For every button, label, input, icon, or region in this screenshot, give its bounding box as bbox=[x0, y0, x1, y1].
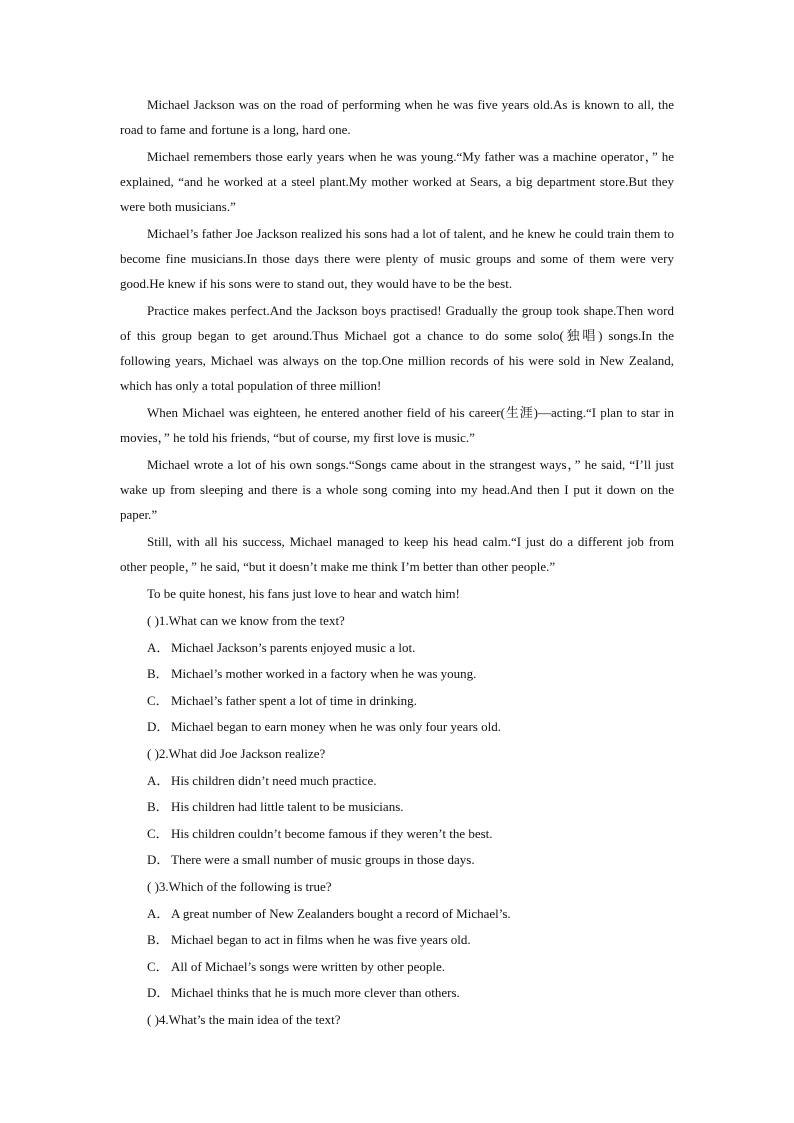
option-letter: A． bbox=[147, 639, 170, 655]
option-text: Michael Jackson’s parents enjoyed music a lot. bbox=[171, 639, 416, 655]
passage-paragraph-7: Still, with all his success, Michael managed to keep his head calm.“I just do a different job from other people，” he said, “but it doesn’t make me think I’m better than other people.” bbox=[120, 534, 674, 574]
question-text: 1.What can we know from the text? bbox=[158, 613, 345, 628]
question-list bbox=[120, 608, 674, 1034]
passage-paragraph-2: Michael remembers those early years when he was young.“My father was a machine operator，” he explained, “and he worked at a steel plant.My mother worked at Sears, a big department store.But they were both musicians.” bbox=[120, 149, 674, 214]
document-page bbox=[120, 92, 674, 1034]
question-1 bbox=[120, 608, 674, 741]
option-c[interactable] bbox=[120, 688, 674, 715]
option-letter: D． bbox=[147, 985, 170, 1001]
option-text: His children had little talent to be musicians. bbox=[171, 799, 404, 815]
option-letter: B． bbox=[147, 799, 169, 815]
option-d[interactable] bbox=[120, 847, 674, 874]
option-a[interactable] bbox=[120, 768, 674, 795]
option-letter: A． bbox=[147, 772, 170, 788]
option-text: There were a small number of music groups in those days. bbox=[171, 852, 475, 868]
answer-blank[interactable]: ( ) bbox=[147, 613, 159, 628]
passage-paragraph-3: Michael’s father Joe Jackson realized his sons had a lot of talent, and he knew he could train them to become fine musicians.In those days there were plenty of music groups and some of them were very good.He knew if his sons were to stand out, they would have to be the best. bbox=[120, 226, 674, 291]
option-letter: D． bbox=[147, 719, 170, 735]
option-letter: B． bbox=[147, 932, 169, 948]
option-letter: C． bbox=[147, 958, 169, 974]
option-d[interactable] bbox=[120, 980, 674, 1007]
question-stem bbox=[120, 741, 674, 768]
answer-blank[interactable]: ( ) bbox=[147, 1011, 159, 1027]
option-letter: C． bbox=[147, 825, 169, 841]
option-c[interactable] bbox=[120, 821, 674, 848]
option-letter: C． bbox=[147, 692, 169, 708]
option-a[interactable] bbox=[120, 901, 674, 928]
option-text: Michael began to act in films when he was five years old. bbox=[171, 932, 471, 948]
option-c[interactable] bbox=[120, 954, 674, 981]
question-text: 2.What did Joe Jackson realize? bbox=[158, 745, 326, 761]
question-text: 4.What’s the main idea of the text? bbox=[158, 1011, 341, 1027]
passage-paragraph-8: To be quite honest, his fans just love to hear and watch him! bbox=[147, 586, 460, 601]
option-letter: B． bbox=[147, 666, 169, 682]
reading-passage bbox=[120, 92, 674, 606]
option-letter: D． bbox=[147, 852, 170, 868]
question-stem bbox=[120, 1007, 674, 1034]
option-b[interactable] bbox=[120, 794, 674, 821]
question-2 bbox=[120, 741, 674, 874]
passage-paragraph-4: Practice makes perfect.And the Jackson boys practised! Gradually the group took shape.Then word of this group began to get around.Thus Michael got a chance to do some solo(独唱) songs.In the following years, Michael was always on the top.One million records of his were sold in New Zealand, which has only a total population of three million! bbox=[120, 303, 674, 393]
option-text: His children didn’t need much practice. bbox=[171, 772, 377, 788]
question-stem bbox=[120, 874, 674, 901]
passage-paragraph-6: Michael wrote a lot of his own songs.“Songs came about in the strangest ways，” he said, “I’ll just wake up from sleeping and there is a whole song coming into my head.And then I put it down on the paper.” bbox=[120, 457, 674, 522]
option-text: A great number of New Zealanders bought a record of Michael’s. bbox=[171, 905, 511, 921]
option-d[interactable] bbox=[120, 714, 674, 741]
passage-paragraph-1: Michael Jackson was on the road of performing when he was five years old.As is known to all, the road to fame and fortune is a long, hard one. bbox=[120, 97, 674, 137]
option-text: His children couldn’t become famous if they weren’t the best. bbox=[171, 825, 493, 841]
option-b[interactable] bbox=[120, 927, 674, 954]
question-stem bbox=[120, 608, 674, 635]
option-text: Michael thinks that he is much more clever than others. bbox=[171, 985, 460, 1001]
option-b[interactable] bbox=[120, 661, 674, 688]
option-text: All of Michael’s songs were written by other people. bbox=[171, 958, 446, 974]
option-a[interactable] bbox=[120, 635, 674, 662]
answer-blank[interactable]: ( ) bbox=[147, 745, 159, 761]
option-text: Michael’s mother worked in a factory when he was young. bbox=[171, 666, 477, 682]
option-text: Michael’s father spent a lot of time in drinking. bbox=[171, 692, 417, 708]
option-text: Michael began to earn money when he was only four years old. bbox=[171, 719, 501, 735]
question-3 bbox=[120, 874, 674, 1007]
passage-paragraph-5: When Michael was eighteen, he entered another field of his career(生涯)—acting.“I plan to star in movies，” he told his friends, “but of course, my first love is music.” bbox=[120, 405, 674, 445]
question-text: 3.Which of the following is true? bbox=[158, 878, 332, 894]
question-4 bbox=[120, 1007, 674, 1034]
answer-blank[interactable]: ( ) bbox=[147, 878, 159, 894]
option-letter: A． bbox=[147, 905, 170, 921]
